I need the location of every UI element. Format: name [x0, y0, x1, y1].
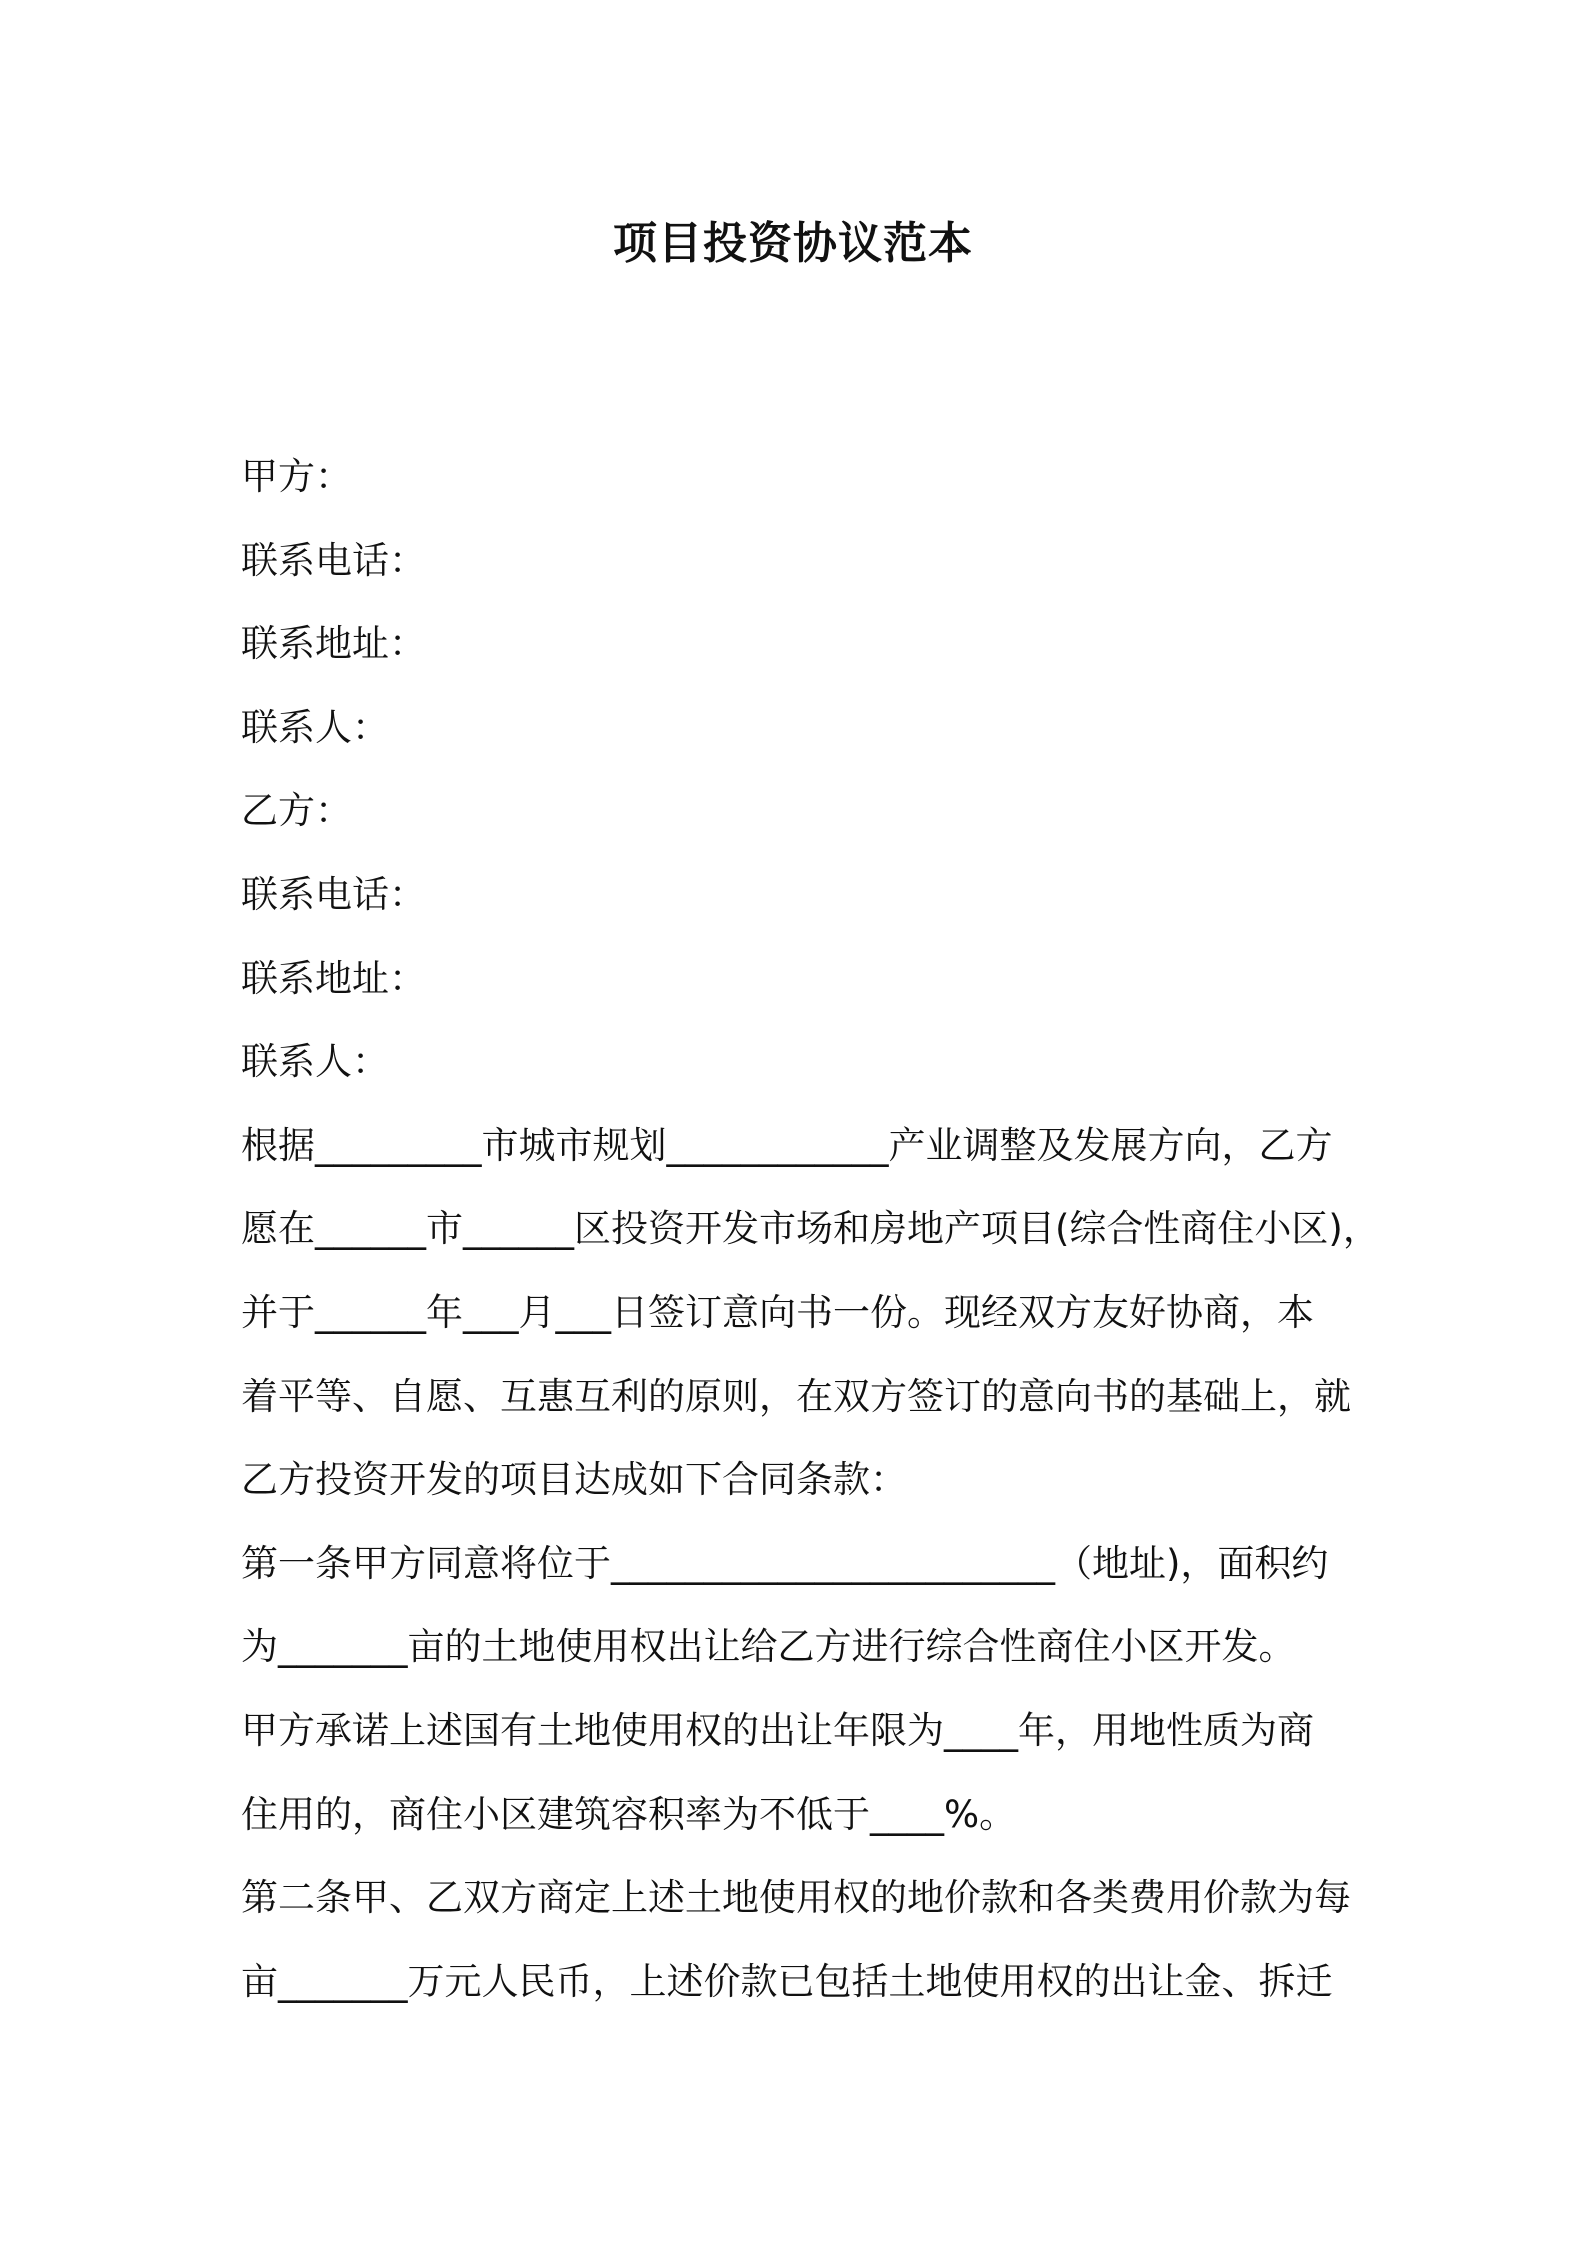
- body-text-line: 亩_______万元人民币，上述价款已包括土地使用权的出让金、拆迁: [241, 1959, 1333, 2003]
- body-text-line: 甲方承诺上述国有土地使用权的出让年限为____年，用地性质为商: [241, 1708, 1314, 1752]
- body-text-line: 并于______年___月___日签订意向书一份。现经双方友好协商，本: [241, 1290, 1314, 1334]
- body-text-line: 着平等、自愿、互惠互利的原则，在双方签订的意向书的基础上，就: [241, 1374, 1351, 1418]
- party-a-address-line: 联系地址：: [241, 622, 426, 666]
- party-b-address-line: 联系地址：: [241, 956, 426, 1000]
- document-body: [241, 447, 1380, 2035]
- body-text-line: 乙方投资开发的项目达成如下合同条款：: [241, 1458, 907, 1502]
- article-one-line: 第一条甲方同意将位于________________________（地址)，面积约: [241, 1541, 1329, 1585]
- party-a-line: 甲方：: [241, 455, 352, 498]
- body-text-line: 为_______亩的土地使用权出让给乙方进行综合性商住小区开发。: [241, 1625, 1296, 1669]
- party-a-phone-line: 联系电话：: [241, 538, 426, 582]
- body-text-line: 根据_________市城市规划____________产业调整及发展方向，乙方: [241, 1123, 1333, 1167]
- party-b-line: 乙方：: [241, 789, 352, 833]
- document-title: 项目投资协议范本: [613, 218, 973, 269]
- party-a-contact-line: 联系人：: [241, 705, 389, 749]
- article-two-line: 第二条甲、乙双方商定上述土地使用权的地价款和各类费用价款为每: [241, 1876, 1351, 1920]
- body-text-line: 住用的，商住小区建筑容积率为不低于____%。: [241, 1792, 1017, 1836]
- body-text-line: 愿在______市______区投资开发市场和房地产项目(综合性商住小区)，: [241, 1207, 1380, 1251]
- party-b-phone-line: 联系电话：: [241, 872, 426, 916]
- party-b-contact-line: 联系人：: [241, 1040, 389, 1084]
